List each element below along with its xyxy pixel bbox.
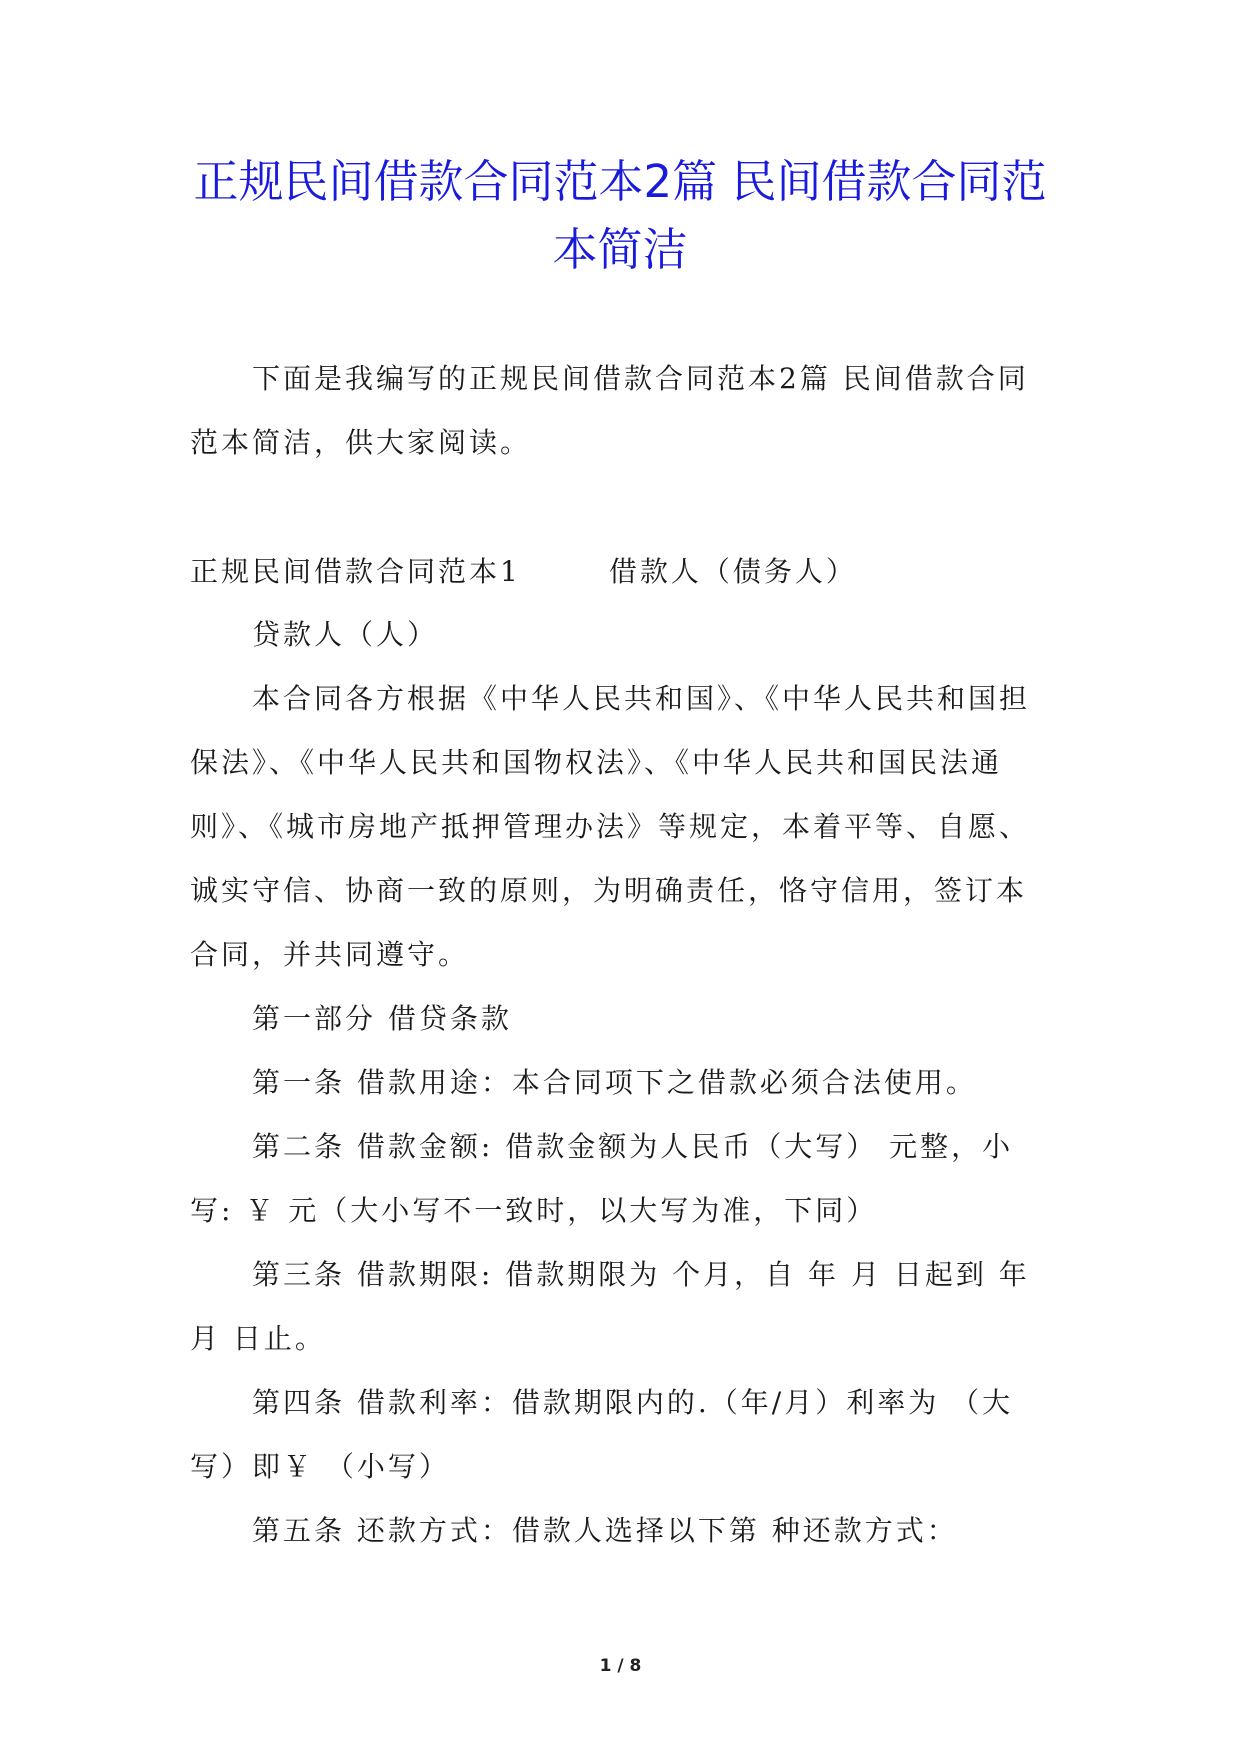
section-heading: 正规民间借款合同范本1 xyxy=(190,555,521,588)
article-2: 第二条 借款金额: 借款金额为人民币（大写） 元整，小写: ￥ 元（大小写不一致时，以大写为准，下同） xyxy=(190,1130,1014,1227)
document-title: 正规民间借款合同范本2篇 民间借款合同范本简洁 xyxy=(193,155,1047,276)
article-3: 第三条 借款期限: 借款期限为 个月，自 年 月 日起到 年 月 日止。 xyxy=(190,1258,1030,1355)
part-one-heading: 第一部分 借贷条款 xyxy=(252,1002,512,1035)
article-1: 第一条 借款用途：本合同项下之借款必须合法使用。 xyxy=(252,1066,977,1099)
intro-paragraph: 下面是我编写的正规民间借款合同范本2篇 民间借款合同范本简洁，供大家阅读。 xyxy=(190,362,1029,459)
section-heading-line xyxy=(190,540,1050,604)
law-paragraph: 本合同各方根据《中华人民共和国》、《中华人民共和国担保法》、《中华人民共和国物权法》、《中华人民共和国民法通则》、《城市房地产抵押管理办法》等规定，本着平等、自愿、诚实守信、协商一致的原则，为明确责任，恪守信用，签订本合同，并共同遵守。 xyxy=(190,682,1031,971)
article-5: 第五条 还款方式：借款人选择以下第 种还款方式： xyxy=(252,1514,958,1547)
page-number: 1 / 8 xyxy=(599,1656,642,1676)
lender-line: 贷款人（人） xyxy=(252,618,439,651)
borrower-line: 借款人（债务人） xyxy=(608,555,857,588)
article-4: 第四条 借款利率：借款期限内的.（年/月）利率为 （大写）即￥ （小写） xyxy=(190,1386,1014,1483)
